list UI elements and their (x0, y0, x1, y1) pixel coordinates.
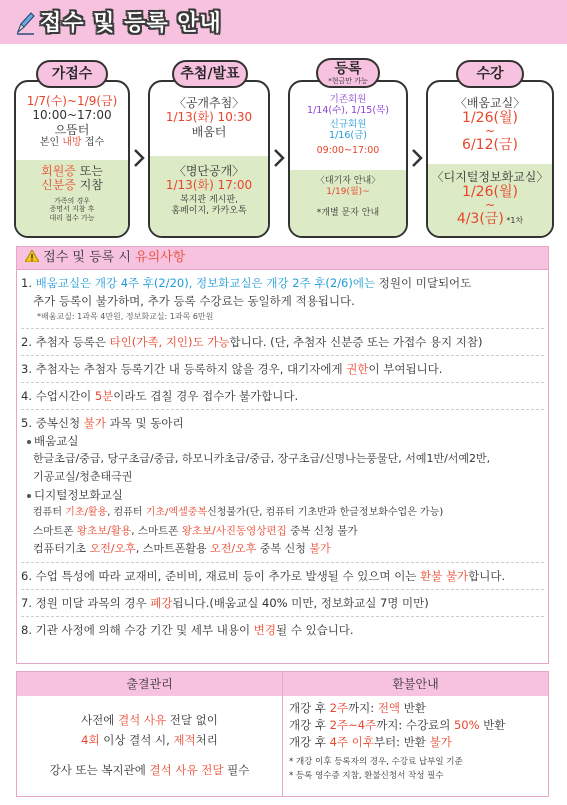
draw-s2-date: 1/13(화) 17:00 (165, 178, 253, 193)
refund-line-3: 개강 후 4주 이후부터: 반환 불가 (289, 735, 452, 749)
draw-s1-date: 1/13(화) 10:30 (165, 110, 253, 125)
draw-s2-p1: 복지관 게시판, (180, 194, 238, 205)
refund-line-2: 개강 후 2주~4주까지: 수강료의 50% 반환 (289, 718, 506, 732)
step-class-label: 수강 (456, 60, 524, 88)
step-register (288, 80, 408, 238)
refund-cell (283, 696, 548, 796)
register-time: 09:00~17:00 (316, 144, 380, 156)
attendance-header: 출결관리 (17, 672, 283, 696)
notice-item-3: 3. 추첨자는 추첨자 등록기간 내 등록하지 않을 경우, 대기자에게 권한이 부여됩니다. (21, 362, 443, 376)
step-apply-label: 가접수 (36, 60, 108, 88)
draw-s2-p2: 홈페이지, 카카오톡 (171, 205, 247, 216)
apply-time: 10:00~17:00 (32, 108, 112, 123)
notice-item-6: 6. 수업 특성에 따라 교재비, 준비비, 재료비 등이 추가로 발생될 수 있으며 이는 환불 불가합니다. (21, 569, 506, 583)
register-existing-label: 기존회원 (329, 94, 367, 105)
class-a-start: 1/26(월) (462, 110, 518, 127)
step-draw (148, 80, 270, 238)
notice-group-2-line-2: 스마트폰 왕초보/활용, 스마트폰 왕초보/사진동영상편집 중복 신청 불가 (33, 525, 358, 537)
notice-item-2: 2. 추첨자 등록은 타인(가족, 지인)도 가능합니다. (단, 추첨자 신분증 또는 가접수 용지 지참) (21, 335, 483, 349)
notice-group-2-line-3: 컴퓨터기초 오전/오후, 스마트폰활용 오전/오후 중복 신청 불가 (33, 542, 331, 555)
notice-item-1-cont: 추가 등록이 불가하며, 추가 등록 수강료는 동일하게 적용됩니다. (33, 294, 355, 308)
notice-heading: 접수 및 등록 시 유의사항 (16, 246, 549, 270)
notice-item-7: 7. 정원 미달 과목의 경우 폐강됩니다.(배움교실 40% 미만, 정보화교실 7명 미만) (21, 596, 429, 610)
class-a-tilde: ~ (484, 124, 496, 139)
attendance-line-2: 4회 이상 결석 시, 제적처리 (81, 733, 218, 747)
step-apply (14, 80, 130, 238)
class-b-tilde: ~ (484, 198, 496, 213)
notice-item-8: 8. 기관 사정에 의해 수강 기간 및 세부 내용이 변경될 수 있습니다. (21, 623, 354, 637)
notice-item-5: 5. 중복신청 불가 과목 및 동아리 (21, 416, 184, 430)
notice-list (16, 270, 549, 664)
register-title: 등록 (334, 61, 362, 77)
register-new-date: 1/16(금) (329, 130, 367, 142)
attendance-cell (17, 696, 283, 796)
notice-group-1-line-1: 한글초급/중급, 당구초급/중급, 하모니카초급/중급, 장구초급/신명나는풍물단, 서예1반/서예2반, (33, 452, 491, 465)
page-title: 접수 및 등록 안내 (40, 11, 222, 36)
notice-item-1: 1. 배움교실은 개강 4주 후(2/20), 정보화교실은 개강 2주 후(2/6)에는 정원이 미달되어도 (21, 276, 472, 290)
apply-req-b: 신분증 지참 (41, 178, 103, 193)
apply-proxy-3: 대리 접수 가능 (49, 213, 95, 222)
apply-req-a: 회원증 또는 (41, 164, 103, 178)
class-b-end-line: 4/3(금) *1차 (456, 210, 524, 227)
register-sub: *현금만 가능 (328, 77, 368, 85)
notice-group-1-line-2: 기공교실/청춘태극권 (33, 470, 133, 483)
draw-s1-title: 〈공개추첨〉 (173, 96, 245, 110)
pencil-icon (14, 10, 36, 36)
apply-proxy-1: 가족의 경우 (53, 196, 91, 205)
attendance-line-1: 사전에 결석 사유 전달 없이 (81, 713, 218, 727)
draw-s2-title: 〈명단공개〉 (173, 164, 245, 178)
warning-icon (25, 250, 39, 262)
register-wait-note: *개별 문자 안내 (316, 207, 380, 218)
policy-table (16, 671, 549, 797)
step-register-label (316, 58, 380, 88)
chevron-right-icon (133, 148, 145, 168)
notice-item-4: 4. 수업시간이 5분이라도 겹칠 경우 접수가 불가합니다. (21, 389, 299, 403)
notice-group-2-line-1: 컴퓨터 기초/활용, 컴퓨터 기초/엑셀중복신청불가(단, 컴퓨터 기초반과 한글정보화수업은 가능) (33, 507, 444, 518)
draw-s1-place: 배움터 (191, 124, 227, 139)
notice-item-1-note: *배움교실: 1과목 4만원, 정보화교실: 1과목 6만원 (37, 312, 214, 321)
step-draw-label: 추첨/발표 (172, 60, 248, 88)
notice-group-2: 디지털정보화교실 (21, 486, 544, 504)
apply-place: 으뜸터 (54, 122, 90, 137)
chevron-right-icon (273, 148, 285, 168)
class-a-end: 6/12(금) (462, 136, 518, 153)
notice-group-1: 배움교실 (21, 432, 544, 450)
register-existing-dates: 1/14(수), 1/15(목) (307, 105, 389, 117)
step-class (426, 80, 554, 238)
apply-proxy-2: 증명서 지참 후 (49, 205, 95, 214)
chevron-right-icon (411, 148, 423, 168)
class-a-title: 〈배움교실〉 (454, 96, 526, 110)
attendance-line-3: 강사 또는 복지관에 결석 사유 전달 필수 (49, 763, 250, 777)
class-b-title: 〈디지털정보화교실〉 (431, 170, 549, 184)
register-wait-date: 1/19(월)~ (326, 186, 370, 197)
apply-note: 본인 내방 접수 (39, 137, 105, 149)
refund-note-2: * 등록 영수증 지참, 환불신청서 작성 필수 (289, 771, 444, 781)
class-b-start: 1/26(월) (462, 184, 518, 201)
refund-note-1: * 개강 이후 등록자의 경우, 수강료 납부일 기준 (289, 757, 463, 767)
header-banner (0, 0, 567, 44)
refund-header: 환불안내 (283, 672, 548, 696)
register-wait-title: 〈대기자 안내〉 (315, 176, 381, 186)
refund-line-1: 개강 후 2주까지: 전액 반환 (289, 701, 426, 715)
apply-date: 1/7(수)~1/9(금) (26, 94, 118, 108)
register-new-label: 신규회원 (329, 118, 367, 130)
